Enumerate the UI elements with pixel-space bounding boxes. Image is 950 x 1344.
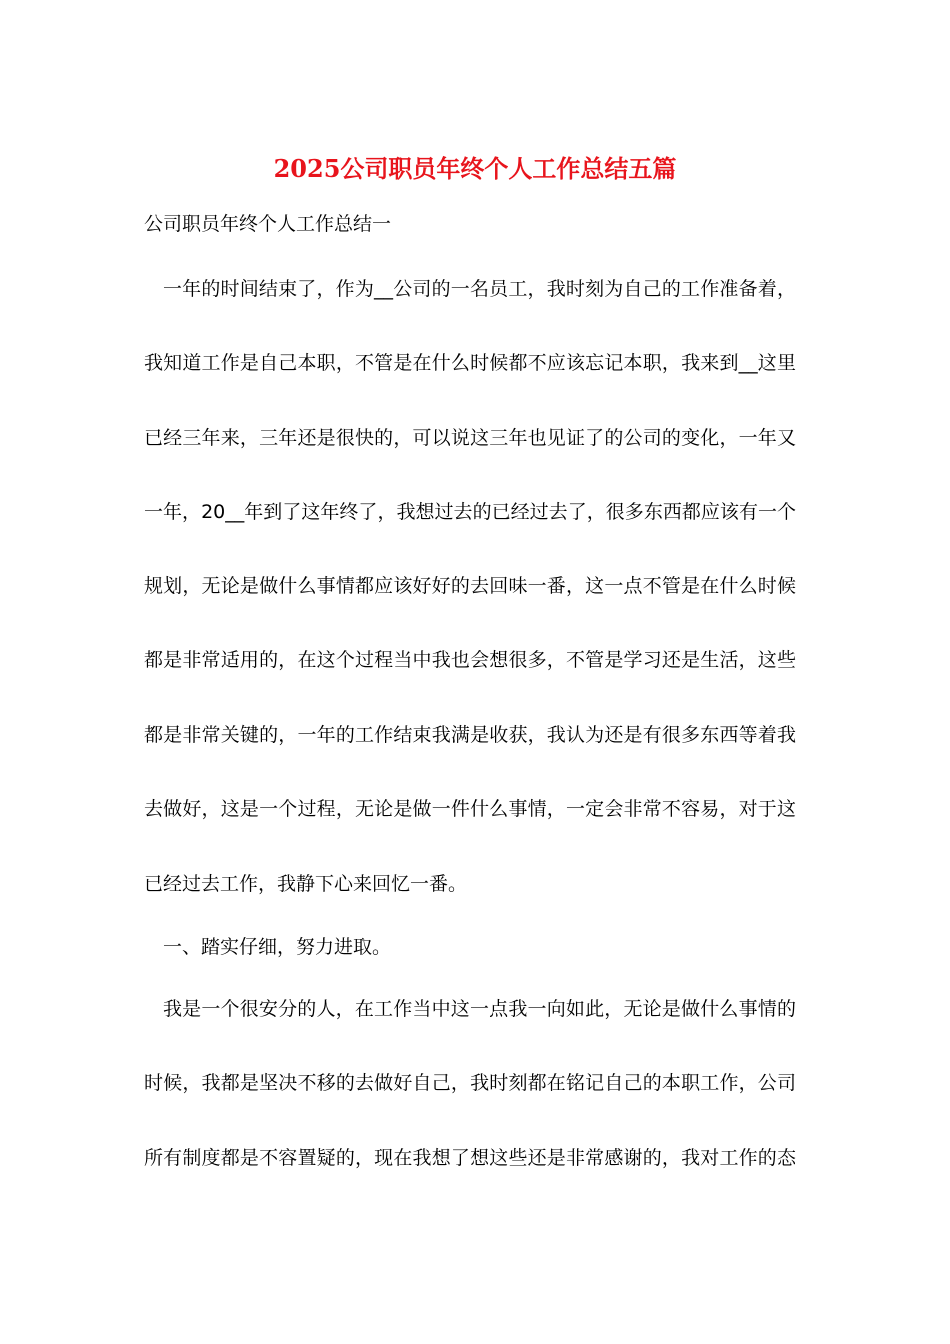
paragraph-line: 我是一个很安分的人，在工作当中这一点我一向如此，无论是做什么事情的 <box>163 998 796 1020</box>
paragraph-line: 已经三年来，三年还是很快的，可以说这三年也见证了的公司的变化，一年又 <box>144 427 796 449</box>
document-title: 2025公司职员年终个人工作总结五篇 <box>273 154 677 183</box>
paragraph-line: 所有制度都是不容置疑的，现在我想了想这些还是非常感谢的，我对工作的态 <box>144 1147 796 1169</box>
paragraph-line: 已经过去工作，我静下心来回忆一番。 <box>144 873 468 895</box>
paragraph-line: 一年的时间结束了，作为__公司的一名员工，我时刻为自己的工作准备着， <box>163 278 796 300</box>
paragraph-line: 去做好，这是一个过程，无论是做一件什么事情，一定会非常不容易，对于这 <box>144 798 796 820</box>
paragraph-line: 都是非常关键的，一年的工作结束我满是收获，我认为还是有很多东西等着我 <box>144 724 796 746</box>
paragraph-line: 我知道工作是自己本职，不管是在什么时候都不应该忘记本职，我来到__这里 <box>144 352 796 374</box>
paragraph-line: 规划，无论是做什么事情都应该好好的去回味一番，这一点不管是在什么时候 <box>144 575 796 597</box>
paragraph-line: 都是非常适用的，在这个过程当中我也会想很多，不管是学习还是生活，这些 <box>144 649 796 671</box>
subsection-heading: 一、踏实仔细，努力进取。 <box>163 936 392 958</box>
section-heading: 公司职员年终个人工作总结一 <box>144 213 392 235</box>
paragraph-line: 时候，我都是坚决不移的去做好自己，我时刻都在铭记自己的本职工作，公司 <box>144 1072 796 1094</box>
paragraph-line: 一年，20__年到了这年终了，我想过去的已经过去了，很多东西都应该有一个 <box>144 501 796 523</box>
